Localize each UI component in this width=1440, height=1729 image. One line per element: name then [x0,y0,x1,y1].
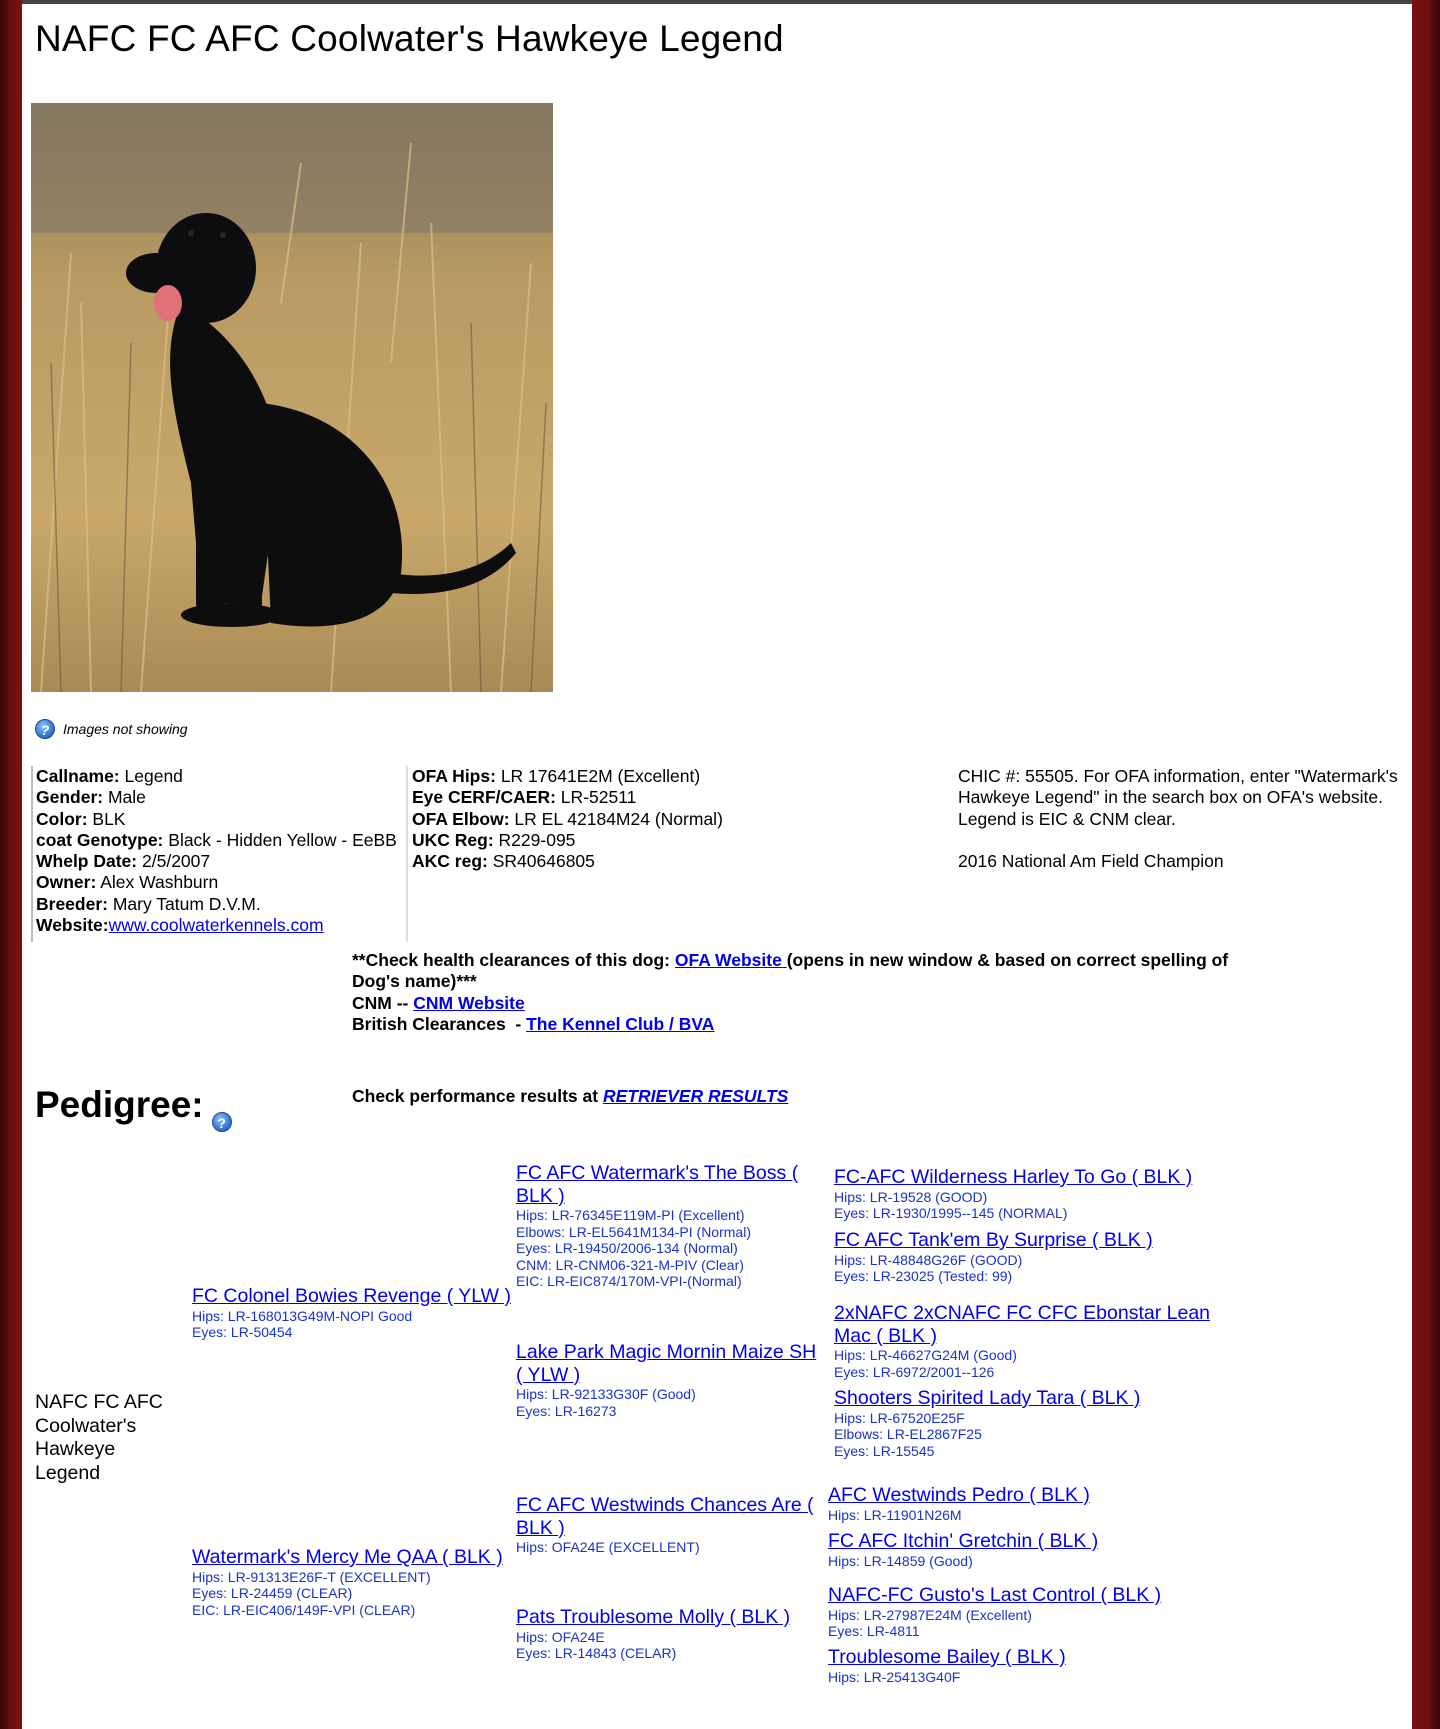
pedigree-dog-detail: EIC: LR-EIC874/170M-VPI-(Normal) [516,1273,742,1290]
pedigree-dog-link[interactable]: 2xNAFC 2xCNAFC FC CFC Ebonstar Lean Mac ( BLK ) [834,1302,1211,1347]
pedigree-dog-detail: Hips: LR-46627G24M (Good) [834,1347,1017,1363]
pedigree-dog-detail: CNM: LR-CNM06-321-M-PIV (Clear) [516,1256,744,1273]
pedigree-dam [192,1546,512,1618]
pedigree-dog-detail: Hips: LR-19528 (GOOD) [834,1188,988,1205]
pedigree-dog-link[interactable]: FC AFC Watermark's The Boss ( BLK ) [516,1162,799,1207]
pedigree-dog-detail: Eyes: LR-19450/2006-134 (Normal) [516,1240,738,1257]
pedigree-dog-detail: Hips: LR-48848G26F (GOOD) [834,1251,1023,1268]
pedigree-dog-link[interactable]: FC AFC Tank'em By Surprise ( BLK ) [834,1229,1153,1251]
pedigree-heading [35,1084,232,1131]
pedigree-gen3-1 [834,1166,1234,1222]
pedigree-dog-detail: Hips: LR-92133G30F (Good) [516,1386,696,1402]
pedigree-dog-detail: Hips: LR-11901N26M [828,1506,962,1523]
pedigree-dog-link[interactable]: Troublesome Bailey ( BLK ) [828,1646,1066,1668]
pedigree-sire-dam [516,1341,821,1419]
reg-akc: AKC reg: SR40646805 [412,851,595,872]
detail-callname: Callname: Legend [36,766,183,786]
pedigree-dog-detail: Elbows: LR-EL2867F25 [834,1426,982,1443]
dog-notes [958,766,1398,872]
pedigree-dog-detail: Eyes: LR-15545 [834,1442,935,1459]
images-not-showing[interactable] [35,719,188,739]
website-link[interactable]: www.coolwaterkennels.com [108,915,324,936]
pedigree-dam-sire [516,1494,821,1556]
help-icon[interactable]: ? [35,719,55,739]
detail-color: Color: BLK [36,808,126,829]
pedigree-dog-detail: Hips: LR-67520E25F [834,1409,965,1426]
pedigree-dog-link[interactable]: Shooters Spirited Lady Tara ( BLK ) [834,1387,1141,1409]
dog-details [31,766,398,942]
pedigree-dog-detail: Hips: LR-76345E119M-PI (Excellent) [516,1207,745,1223]
ofa-clearance-line: **Check health clearances of this dog: OFA Website (opens in new window & based on correct spelling of Dog's name)*** [352,950,1229,992]
pedigree-dog-detail: Eyes: LR-16273 [516,1402,617,1419]
detail-whelp-date: Whelp Date: 2/5/2007 [36,851,211,872]
pedigree-dog-link[interactable]: Watermark's Mercy Me QAA ( BLK ) [192,1546,503,1568]
cnm-clearance-line: CNM -- CNM Website [352,992,525,1013]
pedigree-dog-link[interactable]: Pats Troublesome Molly ( BLK ) [516,1606,791,1628]
pedigree-dog-detail: Hips: OFA24E (EXCELLENT) [516,1539,700,1555]
pedigree-dog-detail: EIC: LR-EIC406/149F-VPI (CLEAR) [192,1601,416,1618]
pedigree-dog-detail: Hips: OFA24E [516,1628,605,1645]
pedigree-gen3-5 [828,1484,1228,1523]
detail-owner: Owner: Alex Washburn [36,872,219,893]
reg-ofa-elbow: OFA Elbow: LR EL 42184M24 (Normal) [412,808,723,829]
pedigree-help-icon[interactable]: ? [212,1112,232,1132]
pedigree-dog-detail: Eyes: LR-1930/1995--145 (NORMAL) [834,1205,1068,1222]
pedigree-subject: NAFC FC AFC Coolwater's Hawkeye Legend [35,1391,163,1484]
page-title: NAFC FC AFC Coolwater's Hawkeye Legend [35,18,784,59]
dog-photo [31,103,553,692]
pedigree-dog-detail: Hips: LR-168013G49M-NOPI Good [192,1307,413,1324]
pedigree-dog-link[interactable]: Lake Park Magic Mornin Maize SH ( YLW ) [516,1341,817,1386]
pedigree-dog-detail: Eyes: LR-24459 (CLEAR) [192,1585,353,1602]
detail-website: Website:www.coolwaterkennels.com [36,915,324,936]
pedigree-dog-detail: Eyes: LR-6972/2001--126 [834,1363,995,1380]
page [22,0,1412,1729]
pedigree-dog-link[interactable]: FC AFC Itchin' Gretchin ( BLK ) [828,1530,1099,1552]
pedigree-dog-link[interactable]: FC Colonel Bowies Revenge ( YLW ) [192,1285,511,1307]
detail-coat-genotype: coat Genotype: Black - Hidden Yellow - EeBB [36,829,397,850]
pedigree-dog-detail: Eyes: LR-4811 [828,1623,920,1640]
pedigree-dog-detail: Eyes: LR-14843 (CELAR) [516,1645,677,1662]
pedigree-gen3-7 [828,1584,1228,1640]
pedigree-dog-link[interactable]: FC-AFC Wilderness Harley To Go ( BLK ) [834,1166,1193,1188]
pedigree-dog-detail: Elbows: LR-EL5641M134-PI (Normal) [516,1223,751,1240]
reg-ofa-hips: OFA Hips: LR 17641E2M (Excellent) [412,766,701,786]
cnm-website-link[interactable]: CNM Website [413,992,525,1013]
title-note: 2016 National Am Field Champion [958,850,1224,871]
pedigree-gen3-2 [834,1229,1234,1285]
pedigree-dog-detail: Eyes: LR-23025 (Tested: 99) [834,1268,1013,1285]
pedigree-dog-detail: Hips: LR-91313E26F-T (EXCELLENT) [192,1568,431,1585]
reg-eye-cerf: Eye CERF/CAER: LR-52511 [412,787,637,808]
pedigree-dog-link[interactable]: NAFC-FC Gusto's Last Control ( BLK ) [828,1584,1162,1606]
detail-breeder: Breeder: Mary Tatum D.V.M. [36,893,261,914]
dog-registrations [406,766,742,942]
reg-ukc: UKC Reg: R229-095 [412,829,576,850]
pedigree-dog-link[interactable]: AFC Westwinds Pedro ( BLK ) [828,1484,1090,1506]
british-clearance-line: British Clearances - The Kennel Club / BVA [352,1013,715,1034]
pedigree-sire [192,1285,512,1341]
pedigree-gen3-8 [828,1646,1228,1685]
pedigree-dam-dam [516,1606,821,1662]
pedigree-dog-detail: Hips: LR-14859 (Good) [828,1552,973,1569]
kennel-club-link[interactable]: The Kennel Club / BVA [526,1013,715,1034]
health-clearances [352,950,1252,1035]
dog-photo-image [31,103,553,692]
pedigree-dog-link[interactable]: FC AFC Westwinds Chances Are ( BLK ) [516,1494,814,1539]
images-not-showing-label: Images not showing [63,721,188,737]
chic-note: CHIC #: 55505. For OFA information, enter "Watermark's Hawkeye Legend" in the search box on OFA's website. Legend is EIC & CNM clear. [958,766,1398,829]
pedigree-dog-detail: Eyes: LR-50454 [192,1324,293,1341]
pedigree-dog-detail: Hips: LR-25413G40F [828,1668,961,1685]
pedigree-gen3-4 [834,1387,1234,1459]
ofa-website-link[interactable]: OFA Website [674,950,787,970]
pedigree-gen3-3 [834,1302,1234,1380]
pedigree-title: Pedigree: [35,1084,204,1125]
performance-results: Check performance results at RETRIEVER RESULTS [352,1086,789,1106]
detail-gender: Gender: Male [36,787,146,808]
pedigree-dog-detail: Hips: LR-27987E24M (Excellent) [828,1606,1032,1623]
pedigree-gen3-6 [828,1530,1228,1569]
retriever-results-link[interactable]: RETRIEVER RESULTS [602,1086,789,1106]
pedigree-sire-sire [516,1162,821,1290]
